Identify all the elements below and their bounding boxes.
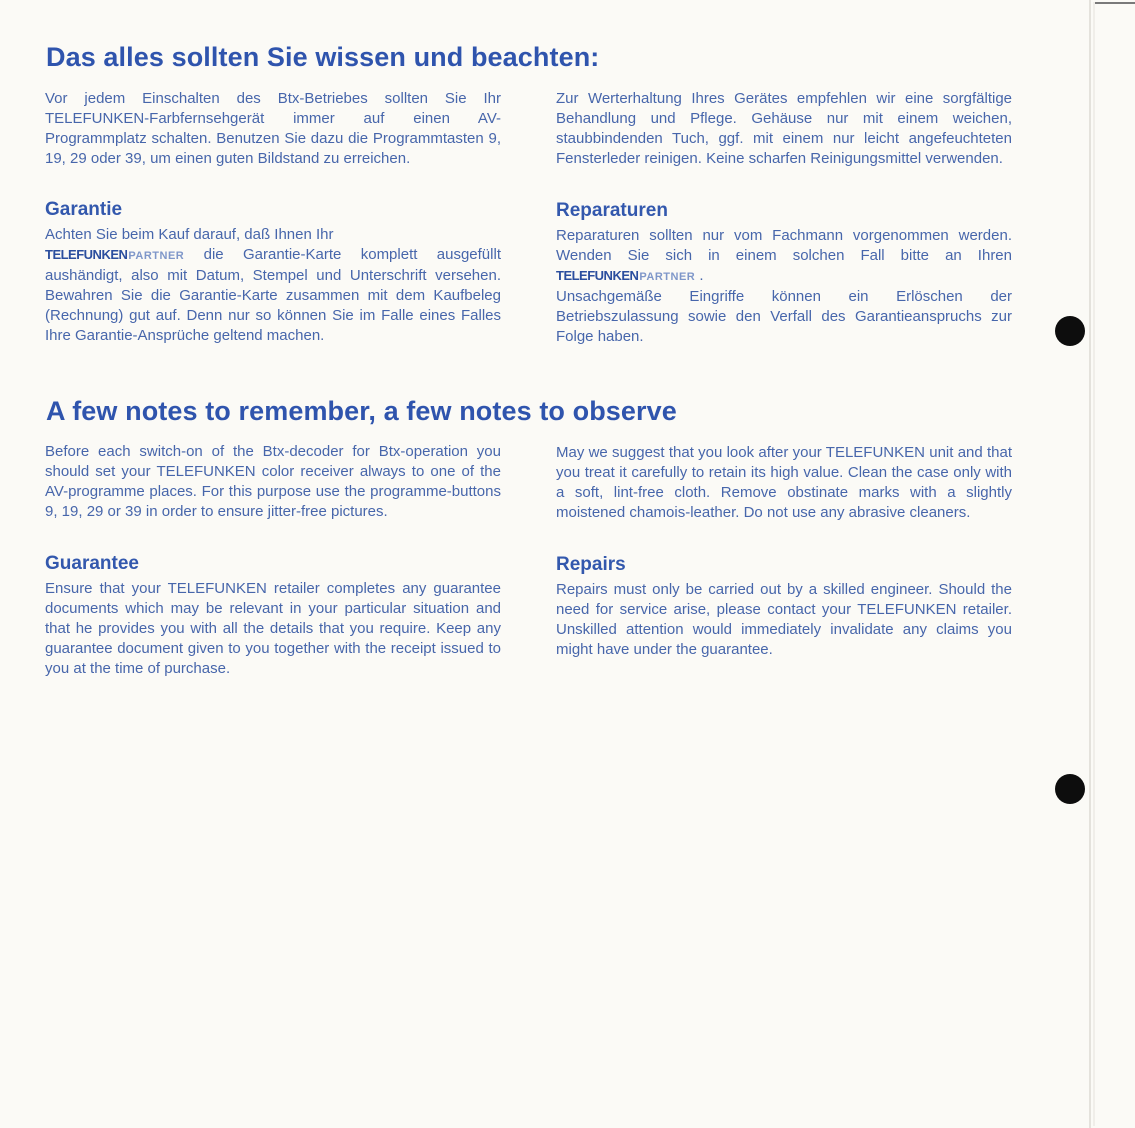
german-repairs-text-2: Unsachgemäße Eingriffe können ein Erlöschen der Betriebszulassung sowie den Verfall des Garantieanspruchs zur Folge haben. (556, 288, 1012, 345)
german-intro-block (45, 89, 501, 169)
english-repairs-heading: Repairs (556, 554, 626, 575)
english-intro-block (45, 442, 501, 522)
english-repairs-text: Repairs must only be carried out by a skilled engineer. Should the need for service arise, please contact your TELEFUNKEN retailer. Unskilled attention would immediately invalidate any claims you might have under the guarantee. (556, 581, 1012, 658)
german-guarantee-block (45, 198, 501, 346)
telefunken-logo: TELEFUNKENPARTNER (556, 268, 696, 283)
english-guarantee-heading: Guarantee (45, 553, 139, 574)
page-edge-top (1093, 2, 1135, 4)
german-title: Das alles sollten Sie wissen und beachten: (46, 42, 600, 72)
german-guarantee-heading: Garantie (45, 199, 123, 220)
english-care-text: May we suggest that you look after your TELEFUNKEN unit and that you treat it carefully to retain its high value. Clean the case only with a soft, lint-free cloth. Remove obstinate marks with a slightly moistened chamois-leather. Do not use any abrasive cleaners. (556, 444, 1012, 521)
german-care-block (556, 89, 1012, 169)
punch-hole (1055, 774, 1085, 804)
german-repairs-block (556, 199, 1012, 347)
german-care-text: Zur Werterhaltung Ihres Gerätes empfehlen wir eine sorgfältige Behandlung und Pflege. Gehäuse nur mit einem weichen, staubbindenden Tuch, ggf. mit einem nur leicht angefeuchteten Fensterleder reinigen. Keine scharfen Reinigungsmittel verwenden. (556, 90, 1012, 167)
punch-hole (1055, 316, 1085, 346)
page-edge (1089, 0, 1091, 1128)
german-repairs-text: Reparaturen sollten nur vom Fachmann vorgenommen werden. Wenden Sie sich in einem solchen Fall bitte an Ihren TELEFUNKENPARTNER . (556, 227, 1012, 284)
german-repairs-heading: Reparaturen (556, 200, 668, 221)
english-title: A few notes to remember, a few notes to observe (46, 396, 677, 426)
english-intro-text: Before each switch-on of the Btx-decoder for Btx-operation you should set your TELEFUNKEN color receiver always to one of the AV-programme places. For this purpose use the programme-buttons 9, 19, 29 or 39 in order to ensure jitter-free pictures. (45, 443, 501, 520)
english-care-block (556, 443, 1012, 523)
german-guarantee-text (45, 225, 501, 346)
german-guarantee-text-after: die Garantie-Karte komplett ausgefüllt aushändigt, also mit Datum, Stempel und Unterschrift versehen. Bewahren Sie die Garantie-Karte zusammen mit dem Kaufbeleg (Rechnung) gut auf. Denn nur so können Sie im Falle eines Falles Ihre Garantie-Ansprüche geltend machen. (45, 246, 501, 344)
telefunken-logo: TELEFUNKENPARTNER (45, 247, 185, 262)
page-edge-right (1093, 2, 1095, 1126)
english-guarantee-block (45, 552, 501, 679)
german-intro-text: Vor jedem Einschalten des Btx-Betriebes sollten Sie Ihr TELEFUNKEN-Farbfernsehgerät immer auf einen AV-Programmplatz schalten. Benutzen Sie dazu die Programmtasten 9, 19, 29 oder 39, um einen guten Bildstand zu erreichen. (45, 90, 501, 167)
english-guarantee-text: Ensure that your TELEFUNKEN retailer completes any guarantee documents which may be relevant in your particular situation and that he provides you with all the details that you require. Keep any guarantee document given to you together with the receipt issued to you at the time of purchase. (45, 580, 501, 677)
english-repairs-block (556, 553, 1012, 660)
german-guarantee-text-before: Achten Sie beim Kauf darauf, daß Ihnen Ihr (45, 226, 334, 243)
